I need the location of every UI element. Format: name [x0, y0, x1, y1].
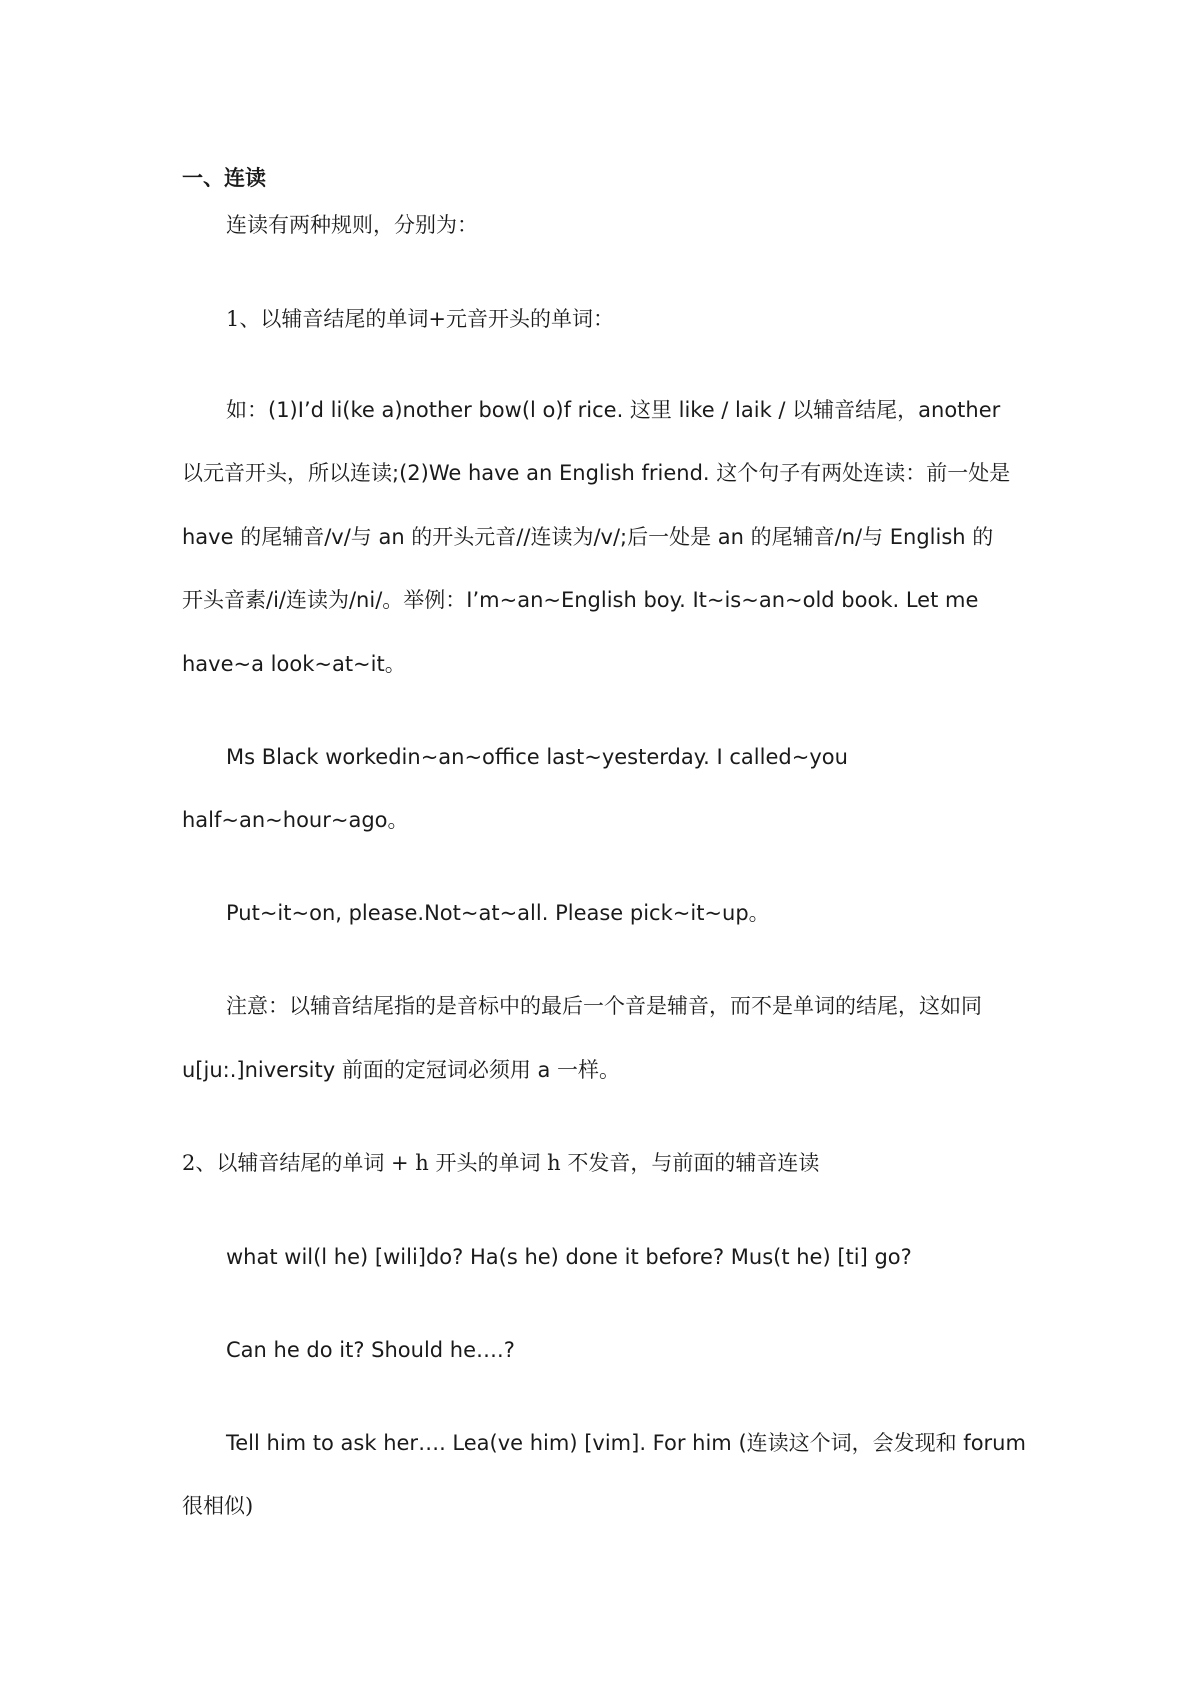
intro-text: 连读有两种规则，分别为：	[226, 213, 478, 237]
section-heading: 一、连读	[182, 166, 266, 190]
rule-1-title: 1、以辅音结尾的单词+元音开头的单词：	[226, 307, 614, 331]
rule-2-title: 2、以辅音结尾的单词 + h 开头的单词 h 不发音，与前面的辅音连读	[182, 1151, 820, 1175]
paragraph-1-line-3: have 的尾辅音/v/与 an 的开头元音//连读为/v/;后一处是 an 的尾辅音/n/与 English 的	[182, 525, 994, 549]
note-line-2: u[ju:.]niversity 前面的定冠词必须用 a 一样。	[182, 1058, 621, 1082]
paragraph-1-line-5: have~a look~at~it。	[182, 652, 406, 676]
paragraph-1-line-1: 如：(1)I’d li(ke a)nother bow(l o)f rice. 这里 like / laik / 以辅音结尾，another	[226, 398, 1001, 422]
paragraph-2-line-2: half~an~hour~ago。	[182, 808, 409, 832]
example-2: Can he do it? Should he….?	[226, 1338, 515, 1362]
paragraph-2-line-1: Ms Black workedin~an~office last~yesterday. I called~you	[226, 745, 848, 769]
paragraph-1-line-2: 以元音开头，所以连读;(2)We have an English friend. 这个句子有两处连读：前一处是	[182, 461, 1011, 485]
paragraph-3: Put~it~on, please.Not~at~all. Please pick~it~up。	[226, 901, 770, 925]
example-1: what wil(l he) [wili]do? Ha(s he) done it before? Mus(t he) [ti] go?	[226, 1245, 912, 1269]
example-3-line-2: 很相似)	[182, 1494, 254, 1518]
note-line-1: 注意：以辅音结尾指的是音标中的最后一个音是辅音，而不是单词的结尾，这如同	[226, 994, 982, 1018]
paragraph-1-line-4: 开头音素/i/连读为/ni/。举例：I’m~an~English boy. It~is~an~old book. Let me	[182, 588, 979, 612]
example-3-line-1: Tell him to ask her…. Lea(ve him) [vim]. For him (连读这个词，会发现和 forum	[226, 1431, 1026, 1455]
